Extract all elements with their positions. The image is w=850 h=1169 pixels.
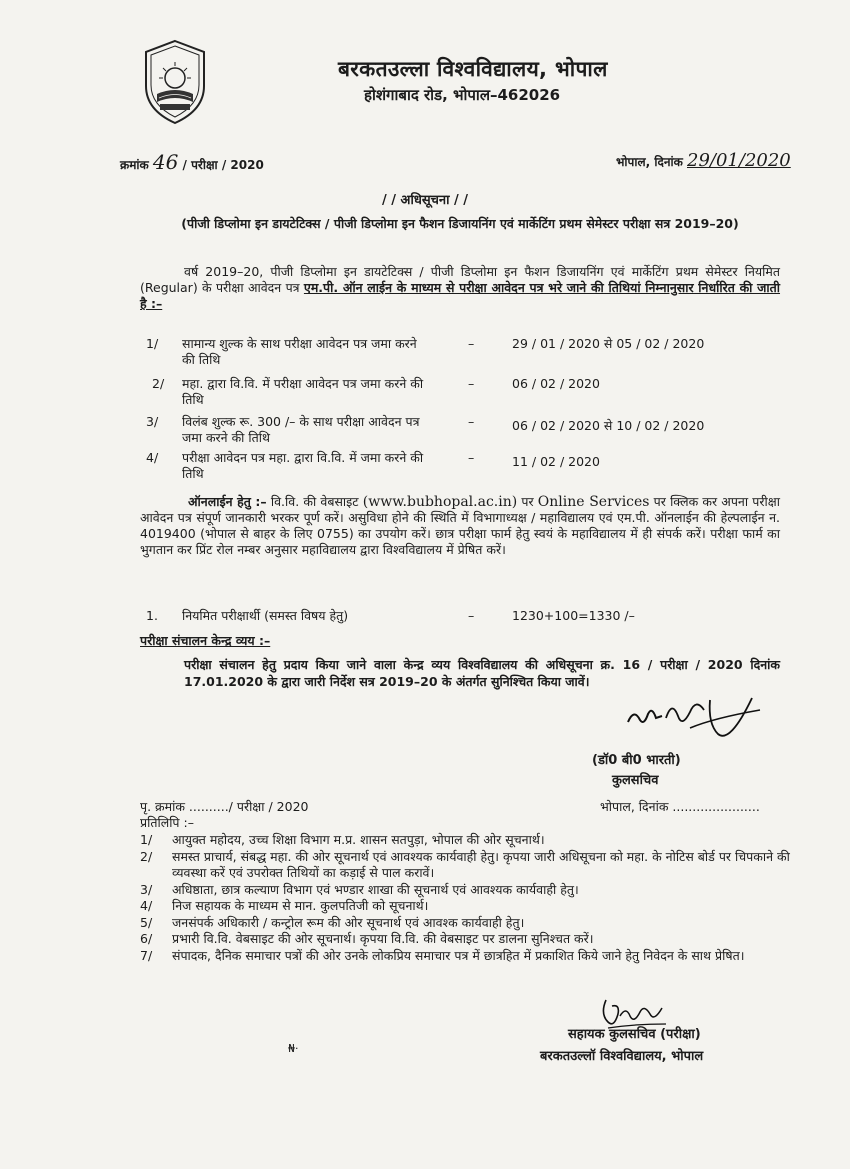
university-name: बरकतउल्ला विश्वविद्यालय, भोपाल <box>338 57 608 81</box>
schedule-date: 29 / 01 / 2020 से 05 / 02 / 2020 <box>512 336 705 351</box>
schedule-dash: – <box>468 336 475 351</box>
intro-underlined-text: एम.पी. ऑन लाईन के माध्यम से परीक्षा आवेदन पत्र भरे जाने की तिथियां निम्नानुसार निर्धारित की जाती है :– <box>140 280 781 311</box>
fee-amount: 1230+100=1330 /– <box>512 608 635 623</box>
copy-text: निज सहायक के माध्यम से मान. कुलपतिजी को सूचनार्थ। <box>172 898 429 913</box>
copy-list <box>140 832 790 964</box>
assistant-registrar-title: सहायक कुलसचिव (परीक्षा) <box>568 1027 701 1042</box>
online-services-text: Online Services <box>537 494 650 510</box>
copy-no: 4/ <box>140 898 153 913</box>
schedule-no: 2/ <box>152 376 165 391</box>
copy-text: संपादक, दैनिक समाचार पत्रों की ओर उनके लोकप्रिय समाचार पत्र में छात्रहित में प्रकाशित किये जाने हेतु निवेदन के साथ प्रेषित। <box>172 947 745 963</box>
list-item <box>140 931 790 948</box>
schedule-date: 11 / 02 / 2020 <box>512 454 600 469</box>
copy-no: 2/ <box>140 848 153 864</box>
schedule-dash: – <box>468 414 475 429</box>
intro-paragraph <box>140 264 780 312</box>
schedule-no: 3/ <box>146 414 159 429</box>
copy-label: प्रतिलिपि :– <box>140 815 194 830</box>
exam-center-heading: परीक्षा संचालन केन्द्र व्यय :– <box>140 633 271 648</box>
schedule-desc: परीक्षा आवेदन पत्र महा. द्वारा वि.वि. में जमा करने की तिथि <box>182 450 424 481</box>
schedule-date: 06 / 02 / 2020 से 10 / 02 / 2020 <box>512 418 705 433</box>
online-text-2: पर <box>521 494 534 509</box>
schedule-no: 1/ <box>146 336 159 351</box>
copy-no: 1/ <box>140 832 153 847</box>
copy-no: 5/ <box>140 914 153 930</box>
schedule-dash: – <box>468 450 475 465</box>
date-handwritten: 29/01/2020 <box>687 150 791 171</box>
copy-text: अधिष्ठाता, छात्र कल्याण विभाग एवं भण्डार शाखा की सूचनार्थ एवं आवश्यक कार्यवाही हेतु। <box>172 881 579 897</box>
list-item <box>140 898 790 915</box>
copy-text: प्रभारी वि.वि. वेबसाइट की ओर सूचनार्थ। कृपया वि.वि. की वेबसाइट पर डालना सुनिश्चत करें। <box>172 931 594 946</box>
reference-handwritten-number: 46 <box>152 150 179 174</box>
list-item <box>140 915 790 932</box>
fee-dash: – <box>468 608 475 623</box>
list-item <box>140 832 790 849</box>
assistant-registrar-university: बरकतउल्लॉ विश्वविद्यालय, भोपाल <box>540 1049 704 1064</box>
reference-number <box>120 150 264 174</box>
fee-no: 1. <box>146 608 158 623</box>
university-emblem-icon <box>140 38 210 126</box>
online-text-3: पर क्लिक कर अपना परीक्षा आवेदन पत्र संपूर्ण जानकारी भरकर पूर्ण करें। असुविधा होने की स्थिति में विभागाध्यक्ष / महाविद्यालय एवं एम.पी. ऑनलाईन की हेल्पलाईन न. 4019400 (भोपाल से बाहर के लिए 0755) का उपयोग करें। छात्र परीक्षा फार्म हेतु स्वयं के महाविद्यालय में ही संपर्क करें। परीक्षा फार्म का भुगतान कर प्रिंट रोल नम्बर अनुसार महाविद्यालय द्वारा विश्वविद्यालय में प्रेषित करें। <box>140 494 780 557</box>
registrar-title: कुलसचिव <box>612 773 659 788</box>
fee-desc: नियमित परीक्षार्थी (समस्त विषय हेतु) <box>182 608 349 623</box>
website-link[interactable]: (www.bubhopal.ac.in) <box>362 494 518 510</box>
list-item <box>140 948 790 965</box>
schedule-dash: – <box>468 376 475 391</box>
date-label: भोपाल, दिनांक <box>616 155 683 169</box>
copy-text: समस्त प्राचार्य, संबद्ध महा. की ओर सूचनार्थ एवं आवश्यक कार्यवाही हेतु। कृपया जारी अधिसूचना को महा. के नोटिस बोर्ड पर चिपकाने की व्यवस्था करें एवं उपरोक्त तिथियों का कड़ाई से पाल करावें। <box>172 848 790 880</box>
schedule-no: 4/ <box>146 450 159 465</box>
online-text-1: वि.वि. की वेबसाइट <box>270 494 359 509</box>
copy-no: 6/ <box>140 931 153 946</box>
notification-heading: / / अधिसूचना / / <box>381 193 468 208</box>
copy-reference-number: पृ. क्रमांक ........../ परीक्षा / 2020 <box>140 799 309 814</box>
copy-date: भोपाल, दिनांक ...................... <box>600 799 760 814</box>
registrar-name: (डॉ0 बी0 भारती) <box>592 753 681 768</box>
copy-no: 7/ <box>140 947 153 963</box>
intro-text: वर्ष 2019–20, पीजी डिप्लोमा इन डायटेटिक्स / पीजी डिप्लोमा इन फैशन डिजायनिंग एवं मार्केटिंग प्रथम सेमेस्टर नियमित (Regular) के परीक्षा आवेदन पत्र <box>140 264 780 295</box>
schedule-desc: विलंब शुल्क रू. 300 /– के साथ परीक्षा आवेदन पत्र जमा करने की तिथि <box>182 414 420 445</box>
registrar-signature <box>620 688 770 748</box>
schedule-date: 06 / 02 / 2020 <box>512 376 600 391</box>
reference-prefix: क्रमांक <box>120 158 149 172</box>
schedule-desc: सामान्य शुल्क के साथ परीक्षा आवेदन पत्र जमा करने की तिथि <box>182 336 417 367</box>
online-paragraph <box>140 494 780 558</box>
copy-no: 3/ <box>140 881 153 897</box>
schedule-desc: महा. द्वारा वि.वि. में परीक्षा आवेदन पत्र जमा करने की तिथि <box>182 376 424 407</box>
copy-text: आयुक्त महोदय, उच्च शिक्षा विभाग म.प्र. शासन सतपुड़ा, भोपाल की ओर सूचनार्थ। <box>172 832 545 847</box>
exam-center-paragraph: परीक्षा संचालन हेतु प्रदाय किया जाने वाला केन्द्र व्यय विश्वविद्यालय की अधिसूचना क्र. 16 / परीक्षा / 2020 दिनांक 17.01.2020 के द्वारा जारी निर्देश सत्र 2019–20 के अंतर्गत सुनिश्चित किया जावें। <box>184 657 780 689</box>
online-label: ऑनलाईन हेतु :– <box>188 494 267 509</box>
list-item <box>140 882 790 899</box>
reference-suffix: / परीक्षा / 2020 <box>182 158 264 172</box>
issue-date <box>616 150 791 171</box>
stray-mark: ₦· <box>288 1042 299 1055</box>
list-item <box>140 849 790 882</box>
university-address: होशंगाबाद रोड, भोपाल–462026 <box>364 86 561 104</box>
copy-text: जनसंपर्क अधिकारी / कन्ट्रोल रूम की ओर सूचनार्थ एवं आवश्क कार्यवाही हेतु। <box>172 914 525 930</box>
notification-subject: (पीजी डिप्लोमा इन डायटेटिक्स / पीजी डिप्लोमा इन फैशन डिजायनिंग एवं मार्केटिंग प्रथम सेमेस्टर परीक्षा सत्र 2019–20) <box>181 216 739 231</box>
